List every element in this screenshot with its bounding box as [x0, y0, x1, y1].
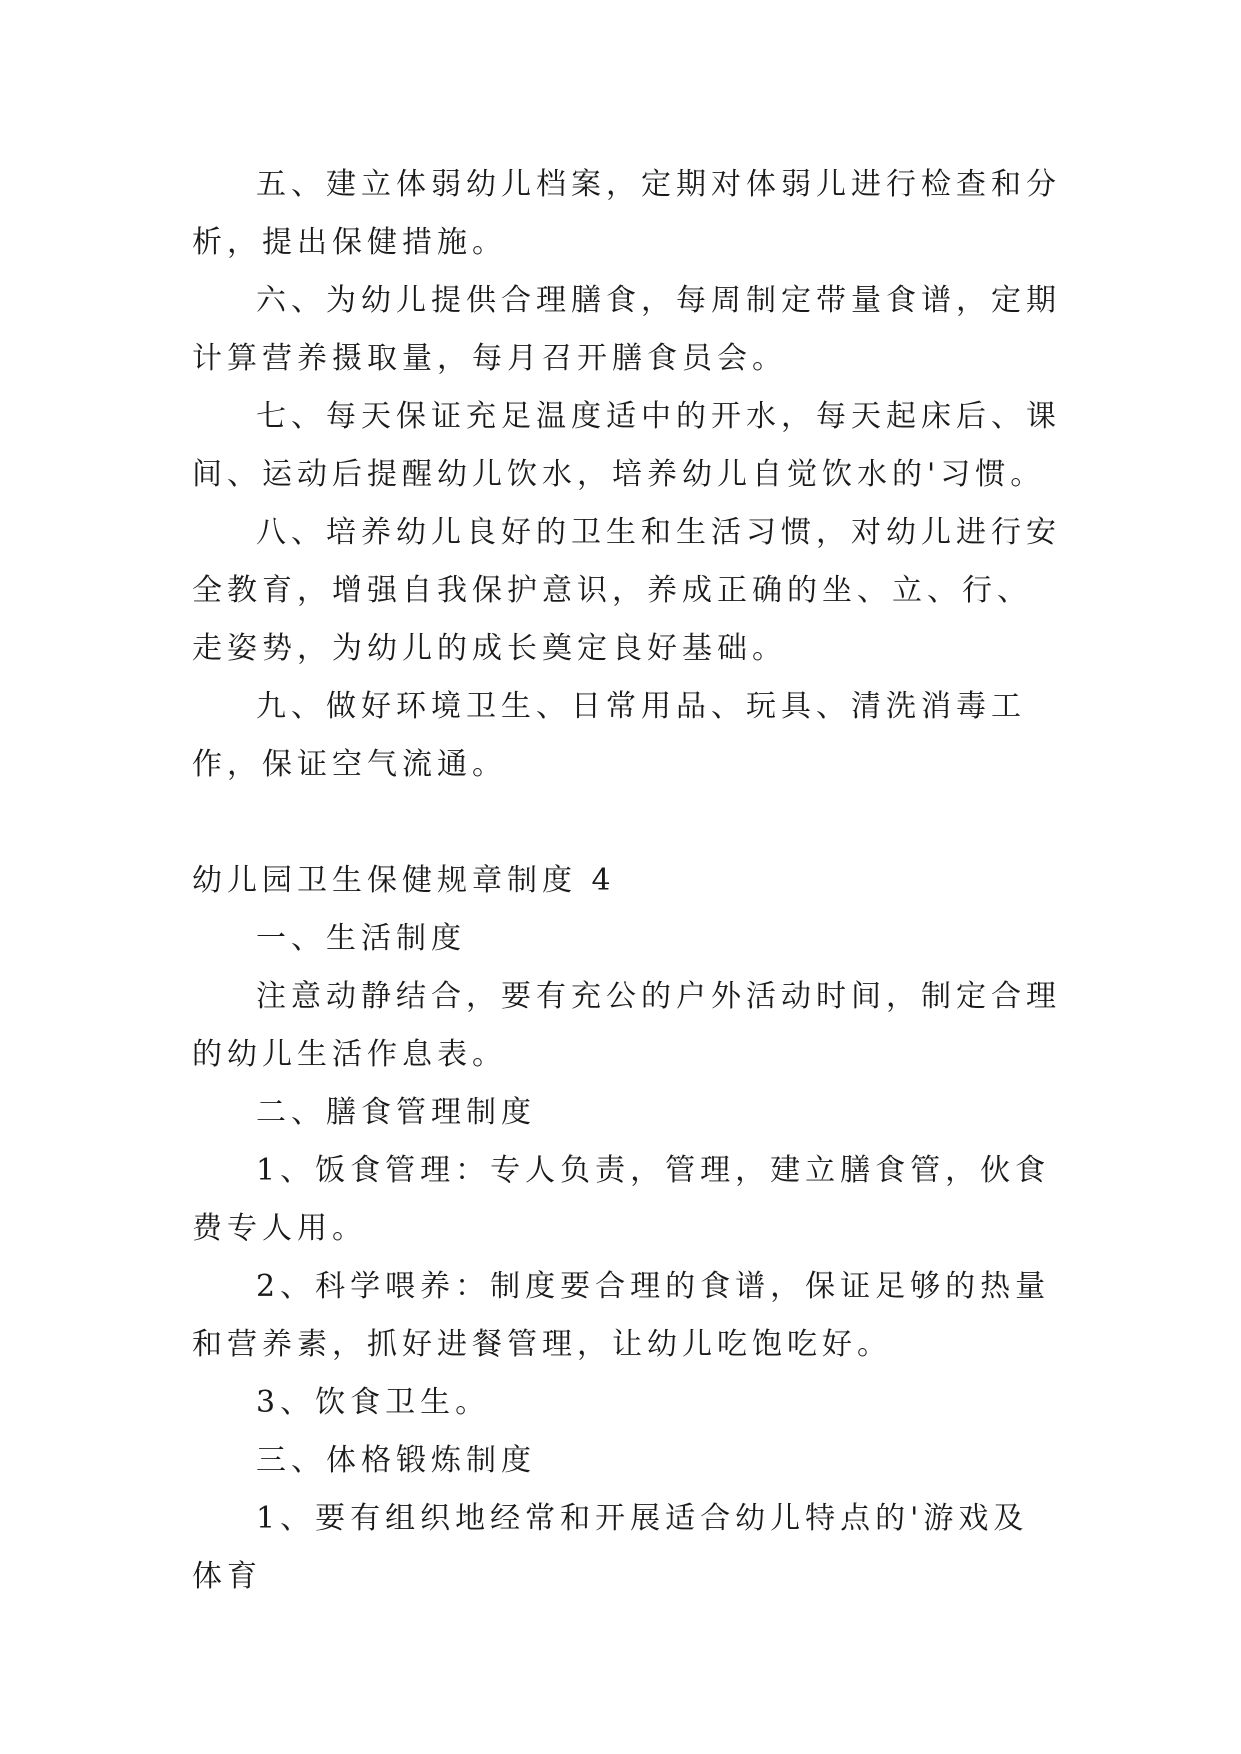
paragraph-living-system: 注意动静结合，要有充公的户外活动时间，制定合理的幼儿生活作息表。	[192, 979, 1061, 1072]
paragraph-item-5: 五、建立体弱幼儿档案，定期对体弱儿进行检查和分析，提出保健措施。	[192, 167, 1061, 260]
section-title: 幼儿园卫生保健规章制度 4	[192, 863, 616, 898]
paragraph-meal-management: 1、饭食管理：专人负责，管理，建立膳食管，伙食费专人用。	[192, 1153, 1051, 1246]
paragraph-item-9: 九、做好环境卫生、日常用品、玩具、清洗消毒工作，保证空气流通。	[192, 689, 1026, 782]
document-body	[192, 156, 1062, 1606]
paragraph-item-6: 六、为幼儿提供合理膳食，每周制定带量食谱，定期计算营养摄取量，每月召开膳食员会。	[192, 283, 1061, 376]
paragraph-scientific-feeding: 2、科学喂养：制度要合理的食谱，保证足够的热量和营养素，抓好进餐管理，让幼儿吃饱吃好。	[192, 1269, 1051, 1362]
subheading-living-system: 一、生活制度	[256, 921, 466, 956]
paragraph-exercise-activities: 1、要有组织地经常和开展适合幼儿特点的'游戏及体育	[192, 1501, 1029, 1594]
paragraph-item-8: 八、培养幼儿良好的卫生和生活习惯，对幼儿进行安全教育，增强自我保护意识，养成正确的坐、立、行、走姿势，为幼儿的成长奠定良好基础。	[192, 515, 1061, 666]
subheading-diet-management: 二、膳食管理制度	[256, 1095, 536, 1130]
paragraph-food-hygiene: 3、饮食卫生。	[256, 1385, 491, 1420]
subheading-physical-exercise: 三、体格锻炼制度	[256, 1443, 536, 1478]
paragraph-item-7: 七、每天保证充足温度适中的开水，每天起床后、课间、运动后提醒幼儿饮水，培养幼儿自觉饮水的'习惯。	[192, 399, 1061, 492]
